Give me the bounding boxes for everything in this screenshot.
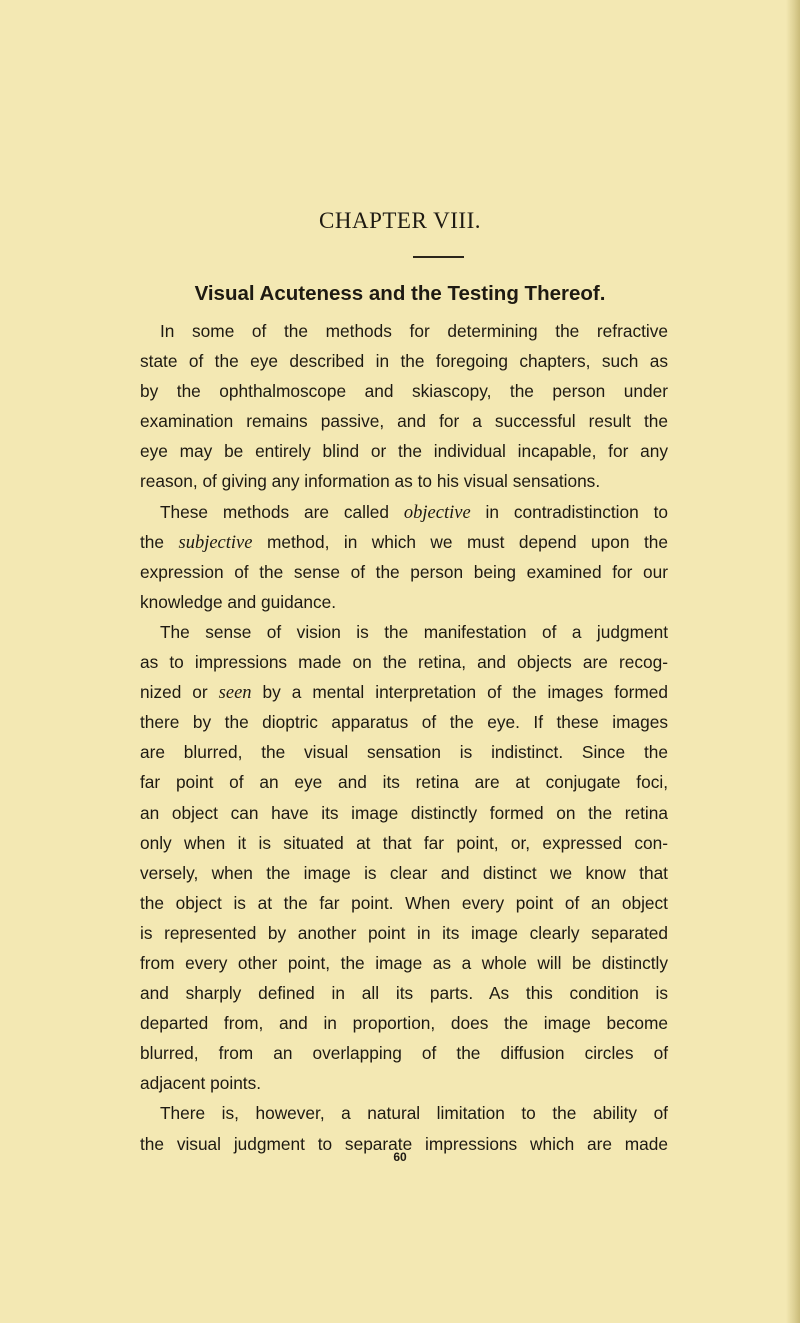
text-line xyxy=(140,888,668,918)
text-segment: by the ophthalmoscope and skiascopy, the person under xyxy=(140,381,668,402)
text-line xyxy=(140,406,668,436)
text-line xyxy=(140,587,668,617)
text-line xyxy=(140,948,668,978)
text-line xyxy=(140,767,668,797)
text-segment: There is, however, a natural limitation to the ability of xyxy=(160,1103,668,1124)
text-segment: adjacent points. xyxy=(140,1073,262,1094)
text-segment: is represented by another point in its image clearly separated xyxy=(140,922,668,943)
text-line xyxy=(140,828,668,858)
text-segment: are blurred, the visual sensation is indistinct. Since the xyxy=(140,742,668,763)
text-segment: departed from, and in proportion, does the image become xyxy=(140,1013,668,1034)
text-line xyxy=(140,557,668,587)
text-segment: versely, when the image is clear and distinct we know that xyxy=(140,862,668,883)
text-segment: as to impressions made on the retina, and objects are recog- xyxy=(140,652,668,673)
text-line xyxy=(140,1038,668,1068)
text-line xyxy=(140,617,668,647)
text-segment: examination remains passive, and for a successful result the xyxy=(140,411,668,432)
text-line xyxy=(140,1098,668,1128)
text-segment: from every other point, the image as a whole will be distinctly xyxy=(140,952,668,973)
text-segment: The sense of vision is the manifestation of a judgment xyxy=(160,621,668,642)
text-segment: nized or xyxy=(140,682,219,703)
text-line xyxy=(140,346,668,376)
text-line xyxy=(140,1008,668,1038)
body-text xyxy=(140,316,668,1159)
text-line xyxy=(140,1068,668,1098)
text-segment: method, in which we must depend upon the xyxy=(252,531,668,552)
text-segment: only when it is situated at that far point, or, expressed con- xyxy=(140,832,668,853)
page-edge-shadow xyxy=(786,0,800,1323)
text-segment: These methods are called xyxy=(160,501,404,522)
text-line xyxy=(140,527,668,557)
text-line xyxy=(140,918,668,948)
text-segment: knowledge and guidance. xyxy=(140,591,337,612)
chapter-heading: CHAPTER VIII. xyxy=(319,208,481,233)
italic-term: objective xyxy=(403,502,471,523)
text-line xyxy=(140,497,668,527)
text-line xyxy=(140,737,668,767)
text-segment: there by the dioptric apparatus of the eye. If these images xyxy=(140,712,668,733)
text-segment: in contradistinction to xyxy=(470,501,668,522)
text-segment: eye may be entirely blind or the individual incapable, for any xyxy=(140,441,668,462)
italic-term: seen xyxy=(218,683,252,704)
text-line xyxy=(140,978,668,1008)
text-segment: the visual judgment to separate impressions which are made xyxy=(140,1133,668,1154)
text-segment: expression of the sense of the person being examined for our xyxy=(140,561,668,582)
text-line xyxy=(140,677,668,707)
text-line xyxy=(140,707,668,737)
text-segment: an object can have its image distinctly formed on the retina xyxy=(140,802,668,823)
text-line xyxy=(140,647,668,677)
text-segment: by a mental interpretation of the images formed xyxy=(251,682,668,703)
text-line xyxy=(140,466,668,496)
text-line xyxy=(140,316,668,346)
text-segment: In some of the methods for determining the refractive xyxy=(160,321,668,341)
text-segment: the object is at the far point. When every point of an object xyxy=(140,892,668,913)
text-segment: state of the eye described in the foregoing chapters, such as xyxy=(140,351,668,372)
text-segment: reason, of giving any information as to his visual sensations. xyxy=(140,471,601,492)
italic-term: subjective xyxy=(178,532,253,553)
text-line xyxy=(140,858,668,888)
text-segment: the xyxy=(140,531,179,552)
text-segment: and sharply defined in all its parts. As this condition is xyxy=(140,983,668,1004)
text-segment: blurred, from an overlapping of the diffusion circles of xyxy=(140,1043,668,1064)
text-line xyxy=(140,376,668,406)
text-segment: far point of an eye and its retina are at conjugate foci, xyxy=(140,772,668,793)
page-number: 60 xyxy=(393,1150,407,1164)
divider-rule xyxy=(413,256,464,258)
text-line xyxy=(140,436,668,466)
section-title: Visual Acuteness and the Testing Thereof. xyxy=(194,282,606,305)
text-line xyxy=(140,798,668,828)
